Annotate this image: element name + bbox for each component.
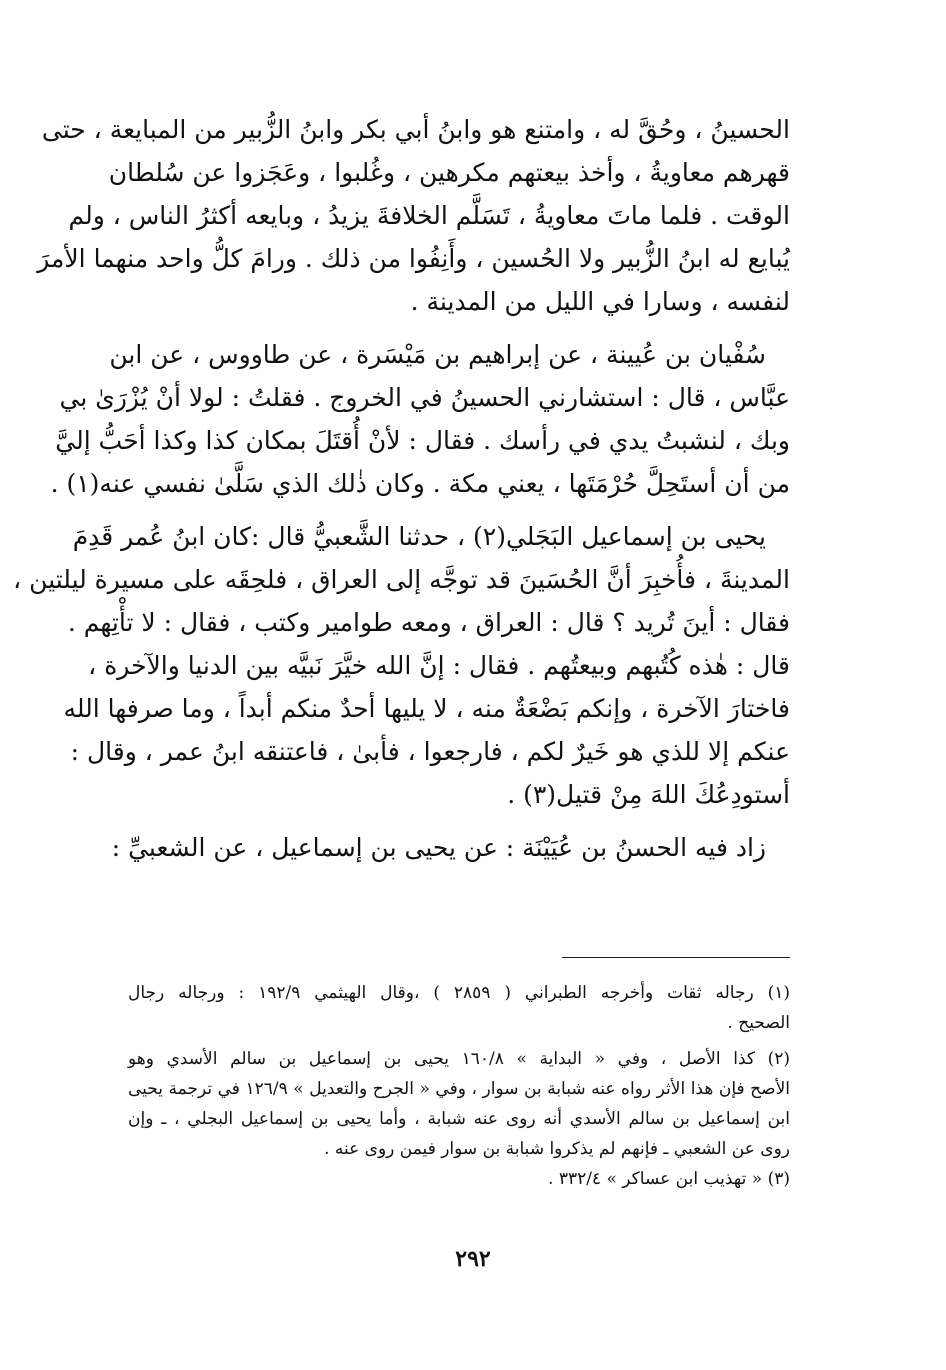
text-line: الوقت . فلما ماتَ معاويةُ ، تَسَلَّم الخلافةَ يزيدُ ، وبايعه أكثرُ الناس ، ولم (68, 201, 790, 230)
paragraph-2 (50, 333, 790, 505)
footnotes (128, 978, 790, 1194)
text-line: قال : هٰذه كُتُبهم وبيعتُهم . فقال : إنَّ الله خيَّرَ نَبيَّه بين الدنيا والآخرة ، (88, 651, 790, 680)
main-text (13, 108, 790, 869)
page-number: ٢٩٢ (455, 1246, 491, 1272)
text-line: المدينةَ ، فأُخبِرَ أنَّ الحُسَينَ قد توجَّه إلى العراق ، فلحِقَه على مسيرة ليلتين ، (13, 565, 790, 594)
text-line: يحيى بن إسماعيل البَجَلي(٢) ، حدثنا الشَّعبيُّ قال :كان ابنُ عُمر قَدِمَ (72, 522, 766, 551)
text-line: فقال : أينَ تُريد ؟ قال : العراق ، ومعه طوامير وكتب ، فقال : لا تأْتِهم . (67, 608, 790, 637)
text-line: يُبايع له ابنُ الزُّبير ولا الحُسين ، وأَنِفُوا من ذلك . ورامَ كلُّ واحد منهما الأمرَ (37, 244, 790, 273)
text-line: زاد فيه الحسنُ بن عُيَيْنَة : عن يحيى بن إسماعيل ، عن الشعبيِّ : (111, 833, 766, 862)
text-line: أستودِعُكَ اللهَ مِنْ قتيل(٣) . (507, 780, 790, 809)
footnote-line: روى عن الشعبي ـ فإنهم لم يذكروا شبابة بن سوار فيمن روى عنه . (324, 1139, 790, 1159)
text-line: من أن أستَحِلَّ حُرْمَتَها ، يعني مكة . وكان ذٰلك الذي سَلَّىٰ نفسي عنه(١) . (50, 469, 790, 498)
paragraph-3 (13, 515, 790, 816)
footnote-line: الصحيح . (727, 1013, 790, 1033)
footnote-line: (٣) « تهذيب ابن عساكر » ٣٣٢/٤ . (548, 1169, 790, 1189)
paragraph-1 (37, 108, 790, 323)
paragraph-gap (128, 505, 790, 515)
footnote-line: الأصح فإن هذا الأثر رواه عنه شبابة بن سوار ، وفي « الجرح والتعديل » ١٢٦/٩ في ترجمة يحيى (128, 1079, 791, 1099)
paragraph-4 (111, 826, 790, 869)
text-line: عنكم إلا للذي هو خَيرٌ لكم ، فارجعوا ، فأبىٰ ، فاعتنقه ابنُ عمر ، وقال : (70, 737, 790, 766)
text-line: وبك ، لنشبتُ يدي في رأسك . فقال : لأنْ أُقتَلَ بمكان كذا وكذا أحَبُّ إليَّ (55, 426, 790, 455)
text-line: عبَّاس ، قال : استشارني الحسينُ في الخروج . فقلتُ : لولا أنْ يُزْرَىٰ بي (59, 383, 790, 412)
footnote-1 (128, 978, 790, 1038)
paragraph-gap (128, 816, 790, 826)
footnote-3 (128, 1164, 790, 1194)
footnote-line: (١) رجاله ثقات وأخرجه الطبراني ( ٢٨٥٩ ) ،وقال الهيثمي ١٩٢/٩ : ورجاله رجال (128, 983, 791, 1003)
footnote-line: (٢) كذا الأصل ، وفي « البداية » ١٦٠/٨ يحيى بن إسماعيل بن سالم الأسدي وهو (128, 1049, 790, 1069)
text-line: لنفسه ، وسارا في الليل من المدينة . (410, 287, 790, 316)
footnote-divider (562, 957, 790, 958)
text-line: الحسينُ ، وحُقَّ له ، وامتنع هو وابنُ أبي بكر وابنُ الزُّبير من المبايعة ، حتى (41, 115, 790, 144)
text-line: قهرهم معاويةُ ، وأخذ بيعتهم مكرهين ، وغُلبوا ، وعَجَزوا عن سُلطان (108, 158, 790, 187)
text-line: فاختارَ الآخرة ، وإنكم بَضْعَةٌ منه ، لا يليها أحدٌ منكم أبداً ، وما صرفها الله (63, 694, 790, 723)
paragraph-gap (128, 323, 790, 333)
footnote-line: ابن إسماعيل بن سالم الأسدي أنه روى عنه شبابة ، وأما يحيى بن إسماعيل البجلي ، ـ وإن (128, 1109, 790, 1129)
footnote-2 (128, 1044, 790, 1164)
text-line: سُفْيان بن عُيينة ، عن إبراهيم بن مَيْسَرة ، عن طاووس ، عن ابن (109, 340, 766, 369)
